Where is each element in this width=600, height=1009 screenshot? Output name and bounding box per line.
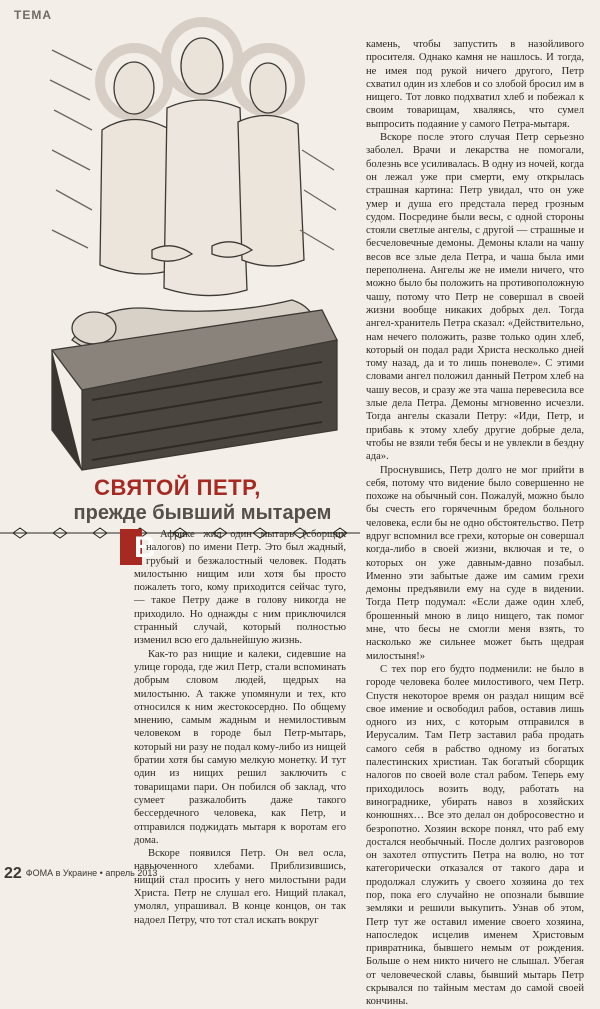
drop-cap: В [120,529,142,565]
article-column-right [366,38,584,1008]
article-title: СВЯТОЙ ПЕТР, [94,475,261,500]
icon-painting-illustration [42,10,342,480]
paragraph: Вскоре появился Петр. Он вел осла, навьюченного хлебами. Приблизившись, нищий стал просить у него милостыни ради Христа. Петр не слушал его. Нищий плакал, умолял, упрашивал. В конце концов, он так надоел Петру, что тот стал искать вокруг [134,848,346,926]
footer-text: ФОМА в Украине • апрель 2013 [25,868,158,878]
paragraph: Проснувшись, Петр долго не мог прийти в себя, потому что видение было совершенно не похоже на обычный сон. Пожалуй, можно было бы счесть его горячечным бредом больного человека, если бы не одно обстоятельство. Петр вдруг вспомнил все грехи, которые он совершал когда-либо в своей жизни, включая и те, о которых он уже давным-давно позабыл. Именно эти забытые даже им самим грехи демоны предъявили ему на суде в видении. Тогда Петр подумал: «Если даже один хлеб, брошенный мною в лицо нищего, так помог мне, что бесы не смогли меня взять, то насколько же сильнее может быть щедрая милостыня!» [366,464,584,662]
article-column-left [134,528,346,926]
paragraph: С тех пор его будто подменили: не было в городе человека более милостивого, чем Петр. Спустя некоторое время он раздал нищим всё свое имение и освободил рабов, оставив лишь одного из них, с которым отправился в Иерусалим. Там Петр заставил раба продать самого себя в рабство одному из богатых палестинских христиан. Так богатый сборщик налогов по своей воле стал рабом. Теперь ему приходилось возить воду, работать на винограднике, убирать навоз в хозяйских конюшнях… Все это делал он добросовестно и безропотно. Хозяин вскоре понял, что раб ему достался необычный. После долгих разговоров он захотел отпустить Петра на волю, но тот категорически отказался от такого дара и продолжал служить у своего хозяина до тех пор, пока его случайно не опознали бывшие земляки и решили выкупить. Узнав об этом, Петр тут же оставил имение своего хозяина, напоследок исцелив именем Христовым привратника, бывшего немым от рождения. Больше о нем никто ничего не слышал. Убегая от человеческой славы, бывший мытарь Петр скрывался по тайным местам до самой своей кончины. [366,663,584,1008]
section-tag: ТЕМА [14,8,52,22]
paragraph: Как-то раз нищие и калеки, сидевшие на улице города, где жил Петр, стали вспоминать добрым словом людей, щедрых на милостыню. А также упомянули и тех, кто относился к ним жестокосердно. По общему мнению, самым жадным и немилостивым человеком в городе был Петр-мытарь, который ни разу не подал кому-либо из нищей братии хотя бы самую мелкую монетку. И тут один из нищих решил заключить с товарищами пари. Он побился об заклад, что сумеет разжалобить даже такого бессердечного человека, как Петр, и отправился поджидать мытаря к воротам его дома. [134,648,346,846]
paragraph: В Африке жил один мытарь (сборщик налогов) по имени Петр. Это был жадный, грубый и безжалостный человек. Подать милостыню нищим или хотя бы просто пожалеть того, кому приходится сейчас туго, — такое Петру даже в голову никогда не приходило. Но однажды с ним приключился странный случай, который полностью изменил всю его дальнейшую жизнь. [134,528,346,648]
article-subtitle: прежде бывший мытарем [73,502,332,524]
paragraph: Вскоре после этого случая Петр серьезно заболел. Врачи и лекарства не помогали, болезнь все усиливалась. В одну из ночей, когда он лежал уже при смерти, ему открылась страшная картина: Петр увидал, что он уже умер и душа его предстала перед грозным судом. Посредине были весы, с одной стороны стояли светлые ангелы, с другой — страшные и бесчеловечные демоны. Демоны клали на чашу весов все злые дела Петра, и чаша была ими переполнена. Ангелы же не имели ничего, что можно было бы положить на противоположную чашу, потому что Петр не совершал в своей жизни вообще никаких добрых дел. Тогда ангел-хранитель Петра сказал: «Действительно, нам нечего положить, разве только один хлеб, который он подал ради Христа несколько дней тому назад, да и то лишь поневоле». С этими словами ангел положил данный Петром хлеб на чашу весов, и сразу же эта чаша перевесила все злые дела Петра. Демоны мгновенно исчезли. Тогда ангелы сказали Петру: «Иди, Петр, и прибавь к этому хлебу другие добрые дела, чтобы не взяли тебя бесы и не увлекли в бездну ада». [366,132,584,463]
page-number: 22 [4,865,22,882]
paragraph: камень, чтобы запустить в назойливого просителя. Однако камня не нашлось. И тогда, не имея под рукой ничего другого, Петр схватил один из хлебов и со злобой бросил им в нищего. Тот ловко подхватил хлеб и побежал к своим товарищам, хваляясь, что сумел выпросить подаяние у самого Петра-мытаря. [366,39,584,130]
page-footer [4,865,157,883]
